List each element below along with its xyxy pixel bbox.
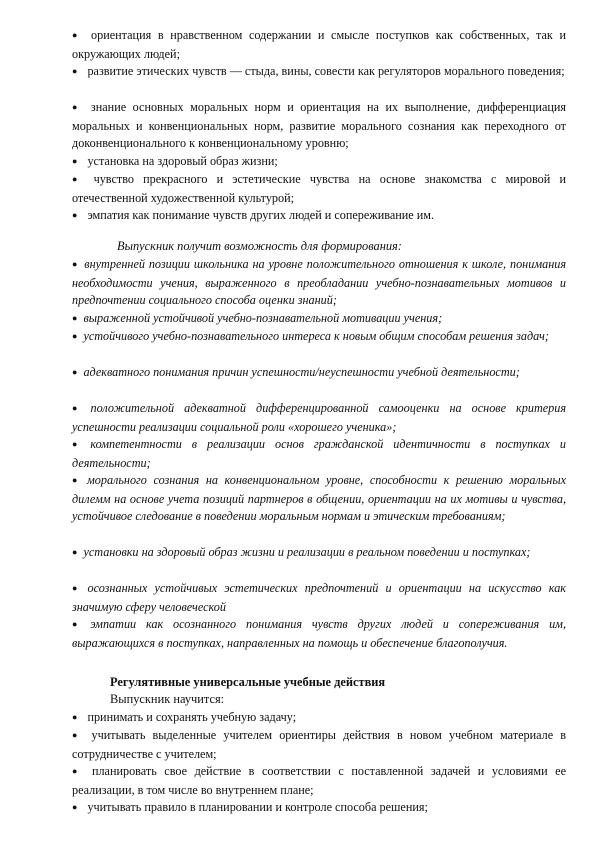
bullet-icon: ● [72,439,85,449]
list-item: ● морального сознания на конвенциональном уровне, способности к решению моральных дилемм на основе учета позиций партнеров в общении, ориентации на их мотивы и чувства, устойчивое следование в поведении моральным нормам и этическим требованиям; [72,473,566,524]
list-item: ● ориентация в нравственном содержании и смысле поступков как собственных, так и окружающих людей; [72,28,566,61]
bullet-icon: ● [72,403,85,413]
list-item: ● учитывать выделенные учителем ориентиры действия в новом учебном материале в сотрудничестве с учителем; [72,728,567,761]
section-title: Регулятивные универсальные учебные действия [110,675,386,689]
bullet-icon: ● [72,210,78,220]
list-item: ● адекватного понимания причин успешности/неуспешности учебной деятельности; [72,365,520,379]
bullet-icon: ● [72,156,78,166]
opportunity-heading: Выпускник получит возможность для формирования: [117,239,402,253]
bullet-icon: ● [72,331,78,341]
learner-heading: Выпускник научится: [110,692,225,706]
list-item: ● знание основных моральных норм и ориентация на их выполнение, дифференциация моральных и конвенциональных норм, развитие морального сознания как переходного от доконвенционального к конвенциональному уровню; [72,100,566,151]
list-item: ● установка на здоровый образ жизни; [72,154,278,168]
bullet-icon: ● [72,259,79,269]
bullet-icon: ● [72,766,82,776]
list-item: ● эмпатия как понимание чувств других людей и сопереживание им. [72,208,435,222]
list-item: ● внутренней позиции школьника на уровне положительного отношения к школе, понимания необходимости учения, выраженного в преобладании учебно-познавательных мотивов и предпочтении социального способа оценки знаний; [72,257,567,308]
bullet-icon: ● [72,66,78,76]
bullet-icon: ● [72,30,82,40]
bullet-icon: ● [72,102,81,112]
list-item: ● установки на здоровый образ жизни и реализации в реальном поведении и поступках; [72,545,531,559]
list-item: ● чувство прекрасного и эстетические чувства на основе знакомства с мировой и отечественной художественной культурой; [72,172,566,205]
list-item: ● выраженной устойчивой учебно-познавательной мотивации учения; [72,311,443,325]
list-item: ● устойчивого учебно-познавательного интереса к новым общим способам решения задач; [72,329,549,343]
bullet-icon: ● [72,712,78,722]
list-item: ● развитие этических чувств — стыда, вины, совести как регуляторов морального поведения; [72,64,565,78]
bullet-icon: ● [72,547,78,557]
list-item: ● принимать и сохранять учебную задачу; [72,710,297,724]
bullet-icon: ● [72,583,82,593]
list-item: ● компетентности в реализации основ гражданской идентичности в поступках и деятельности; [72,437,567,470]
bullet-icon: ● [72,174,84,184]
list-item: ● эмпатии как осознанного понимания чувств других людей и сопереживания им, выражающихся в поступках, направленных на помощь и обеспечение благополучия. [72,617,566,650]
list-item: ● осознанных устойчивых эстетических предпочтений и ориентации на искусство как значимую сферу человеческой [72,581,566,614]
list-item: ● положительной адекватной дифференцированной самооценки на основе критерия успешности реализации социальной роли «хорошего ученика»; [72,401,567,434]
list-item: ● планировать свое действие в соответствии с поставленной задачей и условиями ее реализации, в том числе во внутреннем плане; [72,764,566,797]
bullet-icon: ● [72,619,85,629]
bullet-icon: ● [72,313,78,323]
bullet-icon: ● [72,730,82,740]
bullet-icon: ● [72,802,78,812]
bullet-icon: ● [72,475,81,485]
list-item: ● учитывать правило в планировании и контроле способа решения; [72,800,428,814]
bullet-icon: ● [72,367,78,377]
